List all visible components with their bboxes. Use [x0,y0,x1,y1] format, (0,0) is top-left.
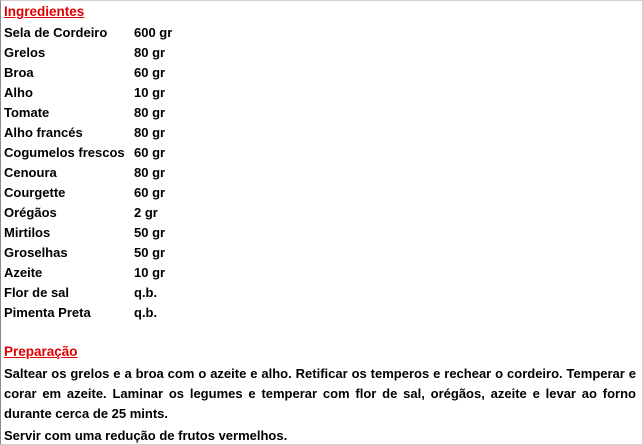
ingredient-name: Courgette [4,185,66,200]
ingredient-name: Mirtilos [4,225,51,240]
serving-note: Servir com uma redução de frutos vermelhos. [4,428,288,443]
ingredient-quantity: 80 gr [134,105,166,120]
ingredient-quantity: 50 gr [134,225,166,240]
ingredient-name: Tomate [4,105,50,120]
ingredient-row [4,224,172,244]
ingredient-name: Grelos [4,45,46,60]
ingredient-name: Alho [4,85,33,100]
ingredient-name: Flor de sal [4,285,70,300]
ingredient-name: Groselhas [4,245,68,260]
ingredient-quantity: 80 gr [134,125,166,140]
ingredient-row [4,284,172,304]
ingredient-quantity: 600 gr [134,25,173,40]
ingredient-quantity: q.b. [134,305,158,320]
ingredient-quantity: 60 gr [134,65,166,80]
ingredient-row [4,64,172,84]
ingredient-row [4,84,172,104]
ingredient-name: Sela de Cordeiro [4,25,108,40]
ingredient-quantity: 10 gr [134,85,166,100]
ingredient-quantity: 10 gr [134,265,166,280]
ingredient-quantity: 2 gr [134,205,158,220]
ingredient-row [4,264,172,284]
ingredient-name: Cenoura [4,165,57,180]
ingredient-name: Alho francés [4,125,83,140]
ingredient-row [4,104,172,124]
ingredient-row [4,124,172,144]
ingredient-name: Cogumelos frescos [4,145,125,160]
ingredient-name: Azeite [4,265,43,280]
ingredient-name: Pimenta Preta [4,305,91,320]
ingredient-row [4,184,172,204]
ingredient-row [4,44,172,64]
ingredient-quantity: 60 gr [134,145,166,160]
ingredient-row [4,24,172,44]
ingredient-quantity: 80 gr [134,165,166,180]
ingredient-row [4,164,172,184]
ingredient-quantity: q.b. [134,285,158,300]
ingredient-name: Orégãos [4,205,57,220]
preparation-heading: Preparação [4,344,78,359]
ingredient-row [4,204,172,224]
ingredient-quantity: 60 gr [134,185,166,200]
ingredient-row [4,304,172,324]
ingredient-row [4,144,172,164]
ingredient-quantity: 80 gr [134,45,166,60]
ingredients-list [4,24,172,324]
ingredients-heading: Ingredientes [4,4,85,19]
preparation-text: Saltear os grelos e a broa com o azeite e alho. Retificar os temperos e rechear o cordeiro. Temperar e corar em azeite. Laminar os legumes e temperar com flor de sal, orégãos, azeite e levar ao forno durante cerca de 25 mints. [4,366,636,421]
ingredient-row [4,244,172,264]
ingredient-quantity: 50 gr [134,245,166,260]
ingredient-name: Broa [4,65,34,80]
